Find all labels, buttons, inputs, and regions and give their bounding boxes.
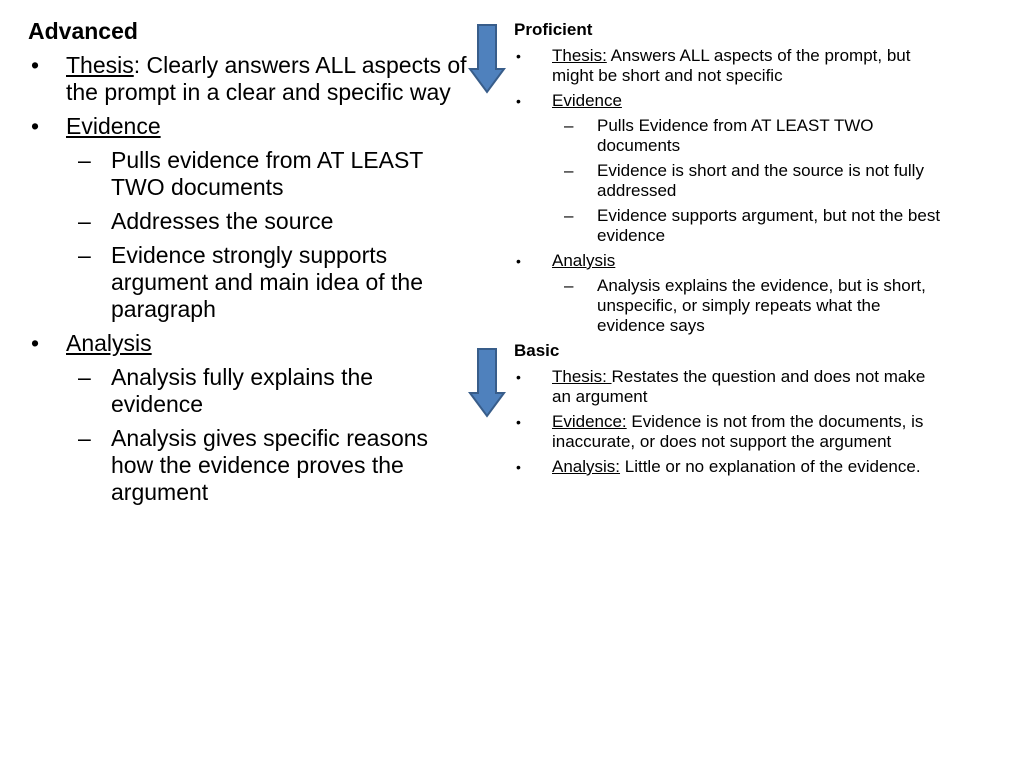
proficient-list	[514, 46, 944, 336]
bullet: •	[516, 48, 521, 64]
advanced-analysis-item	[28, 330, 468, 506]
down-arrow-icon	[468, 348, 506, 418]
basic-thesis-label: Thesis:	[552, 367, 612, 386]
right-column	[514, 20, 944, 482]
sub-item-text: Addresses the source	[111, 208, 334, 234]
basic-thesis-text: Restates the question and does not make an argument	[552, 367, 926, 406]
sub-item: – Addresses the source	[78, 208, 334, 234]
bullet: •	[516, 253, 521, 269]
advanced-heading: Advanced	[28, 18, 138, 44]
proficient-heading: Proficient	[514, 20, 593, 39]
bullet: •	[516, 459, 521, 475]
down-arrow-icon	[468, 24, 506, 94]
bullet: •	[516, 369, 521, 385]
sub-item: – Evidence is short and the source is not fully addressed	[564, 161, 924, 200]
proficient-evidence-sublist	[552, 116, 944, 246]
sub-item-text: Analysis gives specific reasons how the evidence proves the argument	[111, 425, 429, 505]
basic-heading: Basic	[514, 341, 560, 360]
sub-item: – Analysis gives specific reasons how the evidence proves the argument	[78, 425, 429, 505]
sub-item: – Analysis explains the evidence, but is short, unspecific, or simply repeats what the evidence says	[564, 276, 926, 335]
bullet: •	[516, 93, 521, 109]
basic-evidence-label: Evidence:	[552, 412, 627, 431]
basic-evidence-item	[514, 412, 944, 452]
sub-item-text: Pulls evidence from AT LEAST TWO documents	[111, 147, 423, 200]
advanced-thesis-text: : Clearly answers ALL aspects of the prompt in a clear and specific way	[66, 52, 467, 105]
sub-item: – Pulls evidence from AT LEAST TWO documents	[78, 147, 423, 200]
advanced-analysis-sublist	[66, 364, 468, 506]
bullet: •	[31, 330, 40, 356]
proficient-evidence-label: Evidence	[552, 91, 622, 110]
advanced-evidence-item	[28, 113, 468, 323]
sub-item: – Pulls Evidence from AT LEAST TWO documents	[564, 116, 874, 155]
basic-analysis-item	[514, 457, 944, 477]
sub-item-text: Analysis explains the evidence, but is short, unspecific, or simply repeats what the evidence says	[597, 276, 926, 335]
sub-item-text: Pulls Evidence from AT LEAST TWO documents	[597, 116, 874, 155]
bullet: •	[31, 52, 40, 78]
advanced-evidence-sublist	[66, 147, 468, 323]
bullet: •	[31, 113, 40, 139]
basic-analysis-text: Little or no explanation of the evidence.	[620, 457, 921, 476]
advanced-thesis-label: Thesis	[66, 52, 134, 78]
proficient-thesis-text: Answers ALL aspects of the prompt, but might be short and not specific	[552, 46, 911, 85]
basic-thesis-item	[514, 367, 944, 407]
sub-item-text: Evidence strongly supports argument and main idea of the paragraph	[111, 242, 423, 322]
sub-item: – Analysis fully explains the evidence	[78, 364, 374, 417]
sub-item: – Evidence supports argument, but not the best evidence	[564, 206, 941, 245]
advanced-analysis-label: Analysis	[66, 330, 152, 356]
sub-item-text: Analysis fully explains the evidence	[111, 364, 374, 417]
proficient-thesis-label: Thesis:	[552, 46, 607, 65]
proficient-analysis-item	[514, 251, 944, 336]
proficient-analysis-label: Analysis	[552, 251, 616, 270]
basic-analysis-label: Analysis:	[552, 457, 621, 476]
basic-evidence-text: Evidence is not from the documents, is inaccurate, or does not support the argument	[552, 412, 924, 451]
advanced-list	[28, 52, 468, 506]
sub-item-text: Evidence is short and the source is not fully addressed	[597, 161, 924, 200]
basic-list	[514, 367, 944, 477]
proficient-evidence-item	[514, 91, 944, 246]
sub-item-text: Evidence supports argument, but not the best evidence	[597, 206, 941, 245]
advanced-section	[28, 18, 468, 513]
sub-item: – Evidence strongly supports argument and main idea of the paragraph	[78, 242, 423, 322]
proficient-thesis-item	[514, 46, 944, 86]
advanced-evidence-label: Evidence	[66, 113, 161, 139]
proficient-analysis-sublist	[552, 276, 944, 336]
bullet: •	[516, 414, 521, 430]
advanced-thesis-item	[28, 52, 468, 106]
